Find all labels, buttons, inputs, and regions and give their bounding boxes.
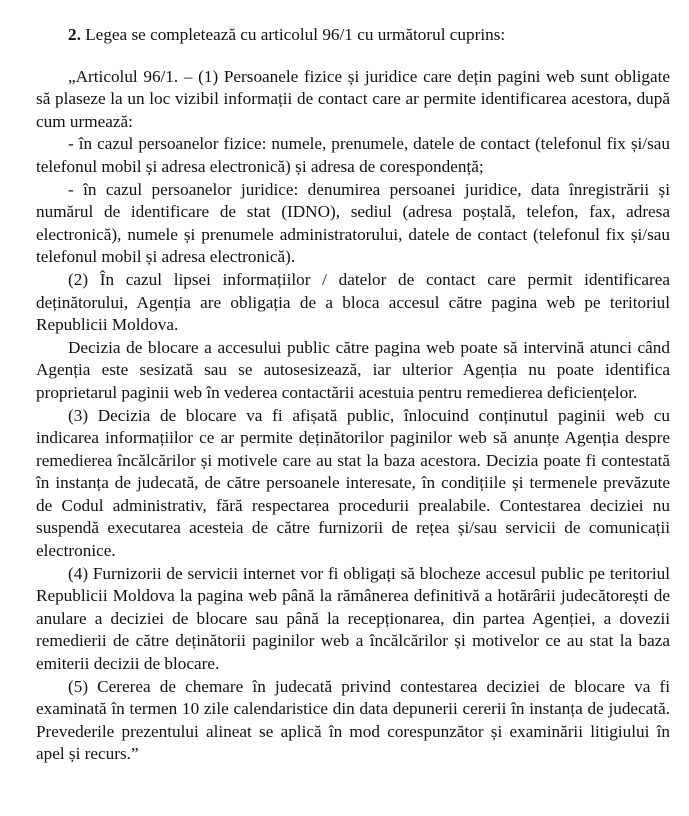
paragraph-article-intro: „Articolul 96/1. – (1) Persoanele fizice și juridice care dețin pagini web sunt obligate să plaseze la un loc vizibil informații de contact care ar permite identificarea acestora, după cum urmează: xyxy=(36,66,670,131)
paragraph-alineat-5: (5) Cererea de chemare în judecată privind contestarea deciziei de blocare va fi examinată în termen 10 zile calendaristice din data depunerii cererii în instanța de judecată. Prevederile prezentului alineat se aplică în mod corespunzător și examinării litigiului în apel și recurs.” xyxy=(36,676,670,764)
paragraph-blocking-decision: Decizia de blocare a accesului public către pagina web poate să intervină atunci când Agenția este sesizată sau se autosesizează, iar ulterior Agenția nu poate identifica proprietarul paginii web în vederea contactării acestuia pentru remedierea deficiențelor. xyxy=(36,337,670,402)
section-heading-text: Legea se completează cu articolul 96/1 cu următorul cuprins: xyxy=(85,25,506,44)
paragraph-alineat-4: (4) Furnizorii de servicii internet vor fi obligați să blocheze accesul public pe teritoriul Republicii Moldova la pagina web până la rămânerea definitivă a hotărârii judecătorești de anulare a deciziei de blocare sau până la recepționarea, din partea Agenției, a dovezii remedierii de către deținătorii paginilor web a încălcărilor și motivelor ce au stat la baza emiterii decizii de blocare. xyxy=(36,563,670,674)
paragraph-natural-persons: - în cazul persoanelor fizice: numele, prenumele, datele de contact (telefonul fix și/sau telefonul mobil și adresa electronică) și adresa de corespondență; xyxy=(36,134,670,176)
paragraph-alineat-2: (2) În cazul lipsei informațiilor / datelor de contact care permit identificarea deținătorului, Agenția are obligația de a bloca accesul către pagina web pe teritoriul Republicii Moldova. xyxy=(36,269,670,335)
paragraph-legal-persons: - în cazul persoanelor juridice: denumirea persoanei juridice, data înregistrării și numărul de identificare de stat (IDNO), sediul (adresa poștală, telefon, fax, adresa electronică), numele și prenumele administratorului, datele de contact (telefonul fix și/sau telefonul mobil și adresa electronică). xyxy=(36,179,670,267)
section-number: 2. xyxy=(68,25,81,44)
article-body xyxy=(36,66,670,766)
section-heading xyxy=(36,24,670,47)
paragraph-alineat-3: (3) Decizia de blocare va fi afișată public, înlocuind conținutul paginii web cu indicarea informațiilor ce ar permite deținătorilor paginilor web să anunțe Agenția despre remedierea încălcărilor și motivele care au stat la baza acestora. Decizia poate fi contestată în instanța de judecată, de către persoanele interesate, în condițiile și termenele prevăzute de Codul administrativ, fără respectarea procedurii prealabile. Contestarea deciziei nu suspendă executarea acesteia de către furnizorii de rețea și/sau servicii de comunicații electronice. xyxy=(36,405,670,561)
